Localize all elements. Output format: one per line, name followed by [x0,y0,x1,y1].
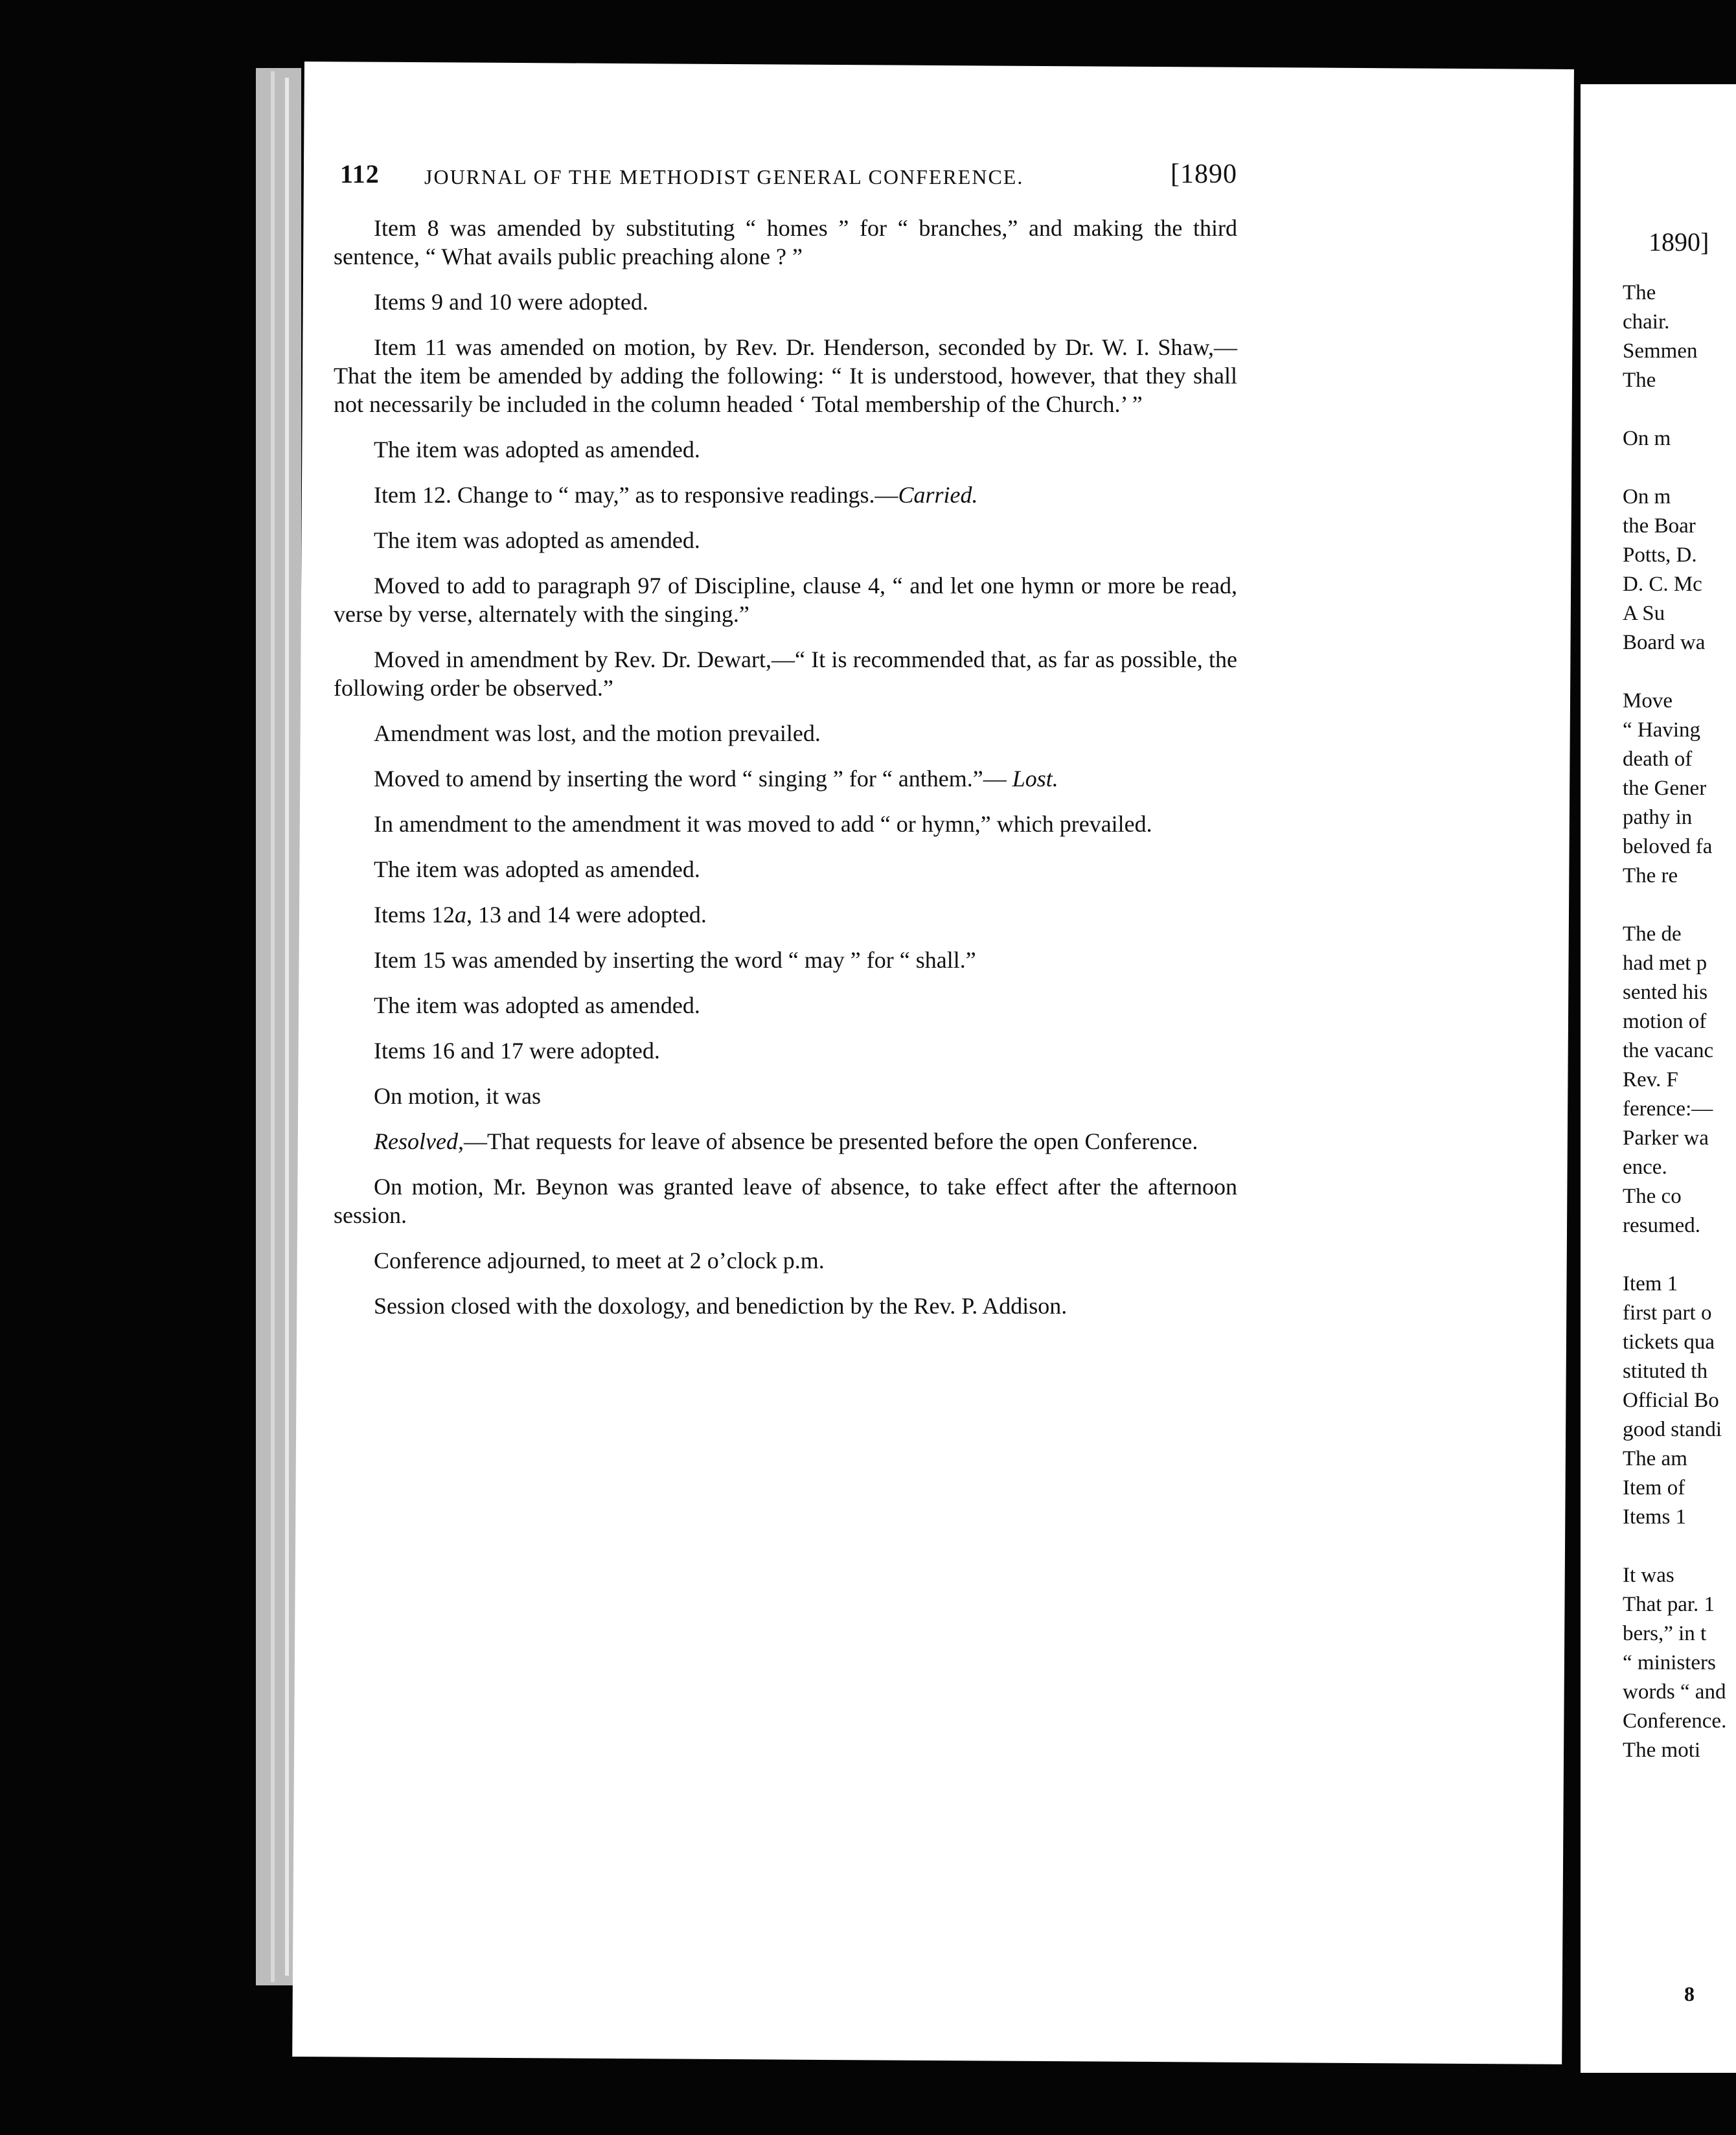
right-page-line: resumed. [1623,1214,1701,1237]
paragraph-text: On motion, it was [374,1083,541,1109]
paragraph-text: The item was adopted as amended. [374,527,700,553]
paragraph-text: In amendment to the amendment it was moved to add “ or hymn,” which prevailed. [374,811,1152,837]
page-stack-line [285,78,289,1976]
right-page-line: sented his [1623,981,1708,1004]
paragraph-text: Items 9 and 10 were adopted. [374,289,648,315]
paragraph-text: Item 15 was amended by inserting the word “ may ” for “ shall.” [374,947,976,973]
paragraph-text: , 13 and 14 were adopted. [466,902,707,928]
right-page-line: That par. 1 [1623,1593,1715,1616]
paragraph [334,1082,1237,1110]
paragraph [334,645,1237,702]
paragraph-text: The item was adopted as amended. [374,856,700,882]
paragraph-text: Item 8 was amended by substituting “ homes ” for “ branches,” and making the third sentence, “ What avails public preaching alone ? ” [334,215,1237,269]
page-header [340,159,1237,198]
right-page-line: The [1623,281,1656,304]
right-page-line: motion of [1623,1010,1707,1033]
paragraph-text: Conference adjourned, to meet at 2 o’clock p.m. [374,1248,825,1273]
right-page-line: the vacanc [1623,1039,1714,1062]
right-page-line: The am [1623,1447,1687,1470]
paragraph-text: Items 12 [374,902,455,928]
paragraph [334,571,1237,628]
right-page-line: bers,” in t [1623,1622,1707,1645]
right-page-line: death of [1623,748,1693,771]
paragraph [334,991,1237,1020]
paragraph [334,855,1237,884]
paragraph-text: Moved to add to paragraph 97 of Discipline, clause 4, “ and let one hymn or more be read, verse by verse, alternately with the singing.” [334,573,1237,627]
paragraph [334,1036,1237,1065]
right-page-line: ence. [1623,1156,1667,1179]
italic-text: Resolved, [374,1128,464,1154]
right-page-line: pathy in [1623,806,1693,829]
right-page-text [1623,220,1736,1765]
right-page-line: first part o [1623,1301,1712,1325]
right-page-line: The moti [1623,1739,1701,1762]
paragraph [334,900,1237,929]
paragraph-text: Items 16 and 17 were adopted. [374,1038,660,1064]
right-page-line: A Su [1623,602,1665,625]
right-page-line: On m [1623,485,1671,508]
right-page-line [1623,1532,1736,1561]
right-page-line: beloved fa [1623,835,1713,858]
right-page-line: Official Bo [1623,1389,1719,1412]
paragraph-text: Item 12. Change to “ may,” as to responsive readings.— [374,482,898,508]
right-page-line: tickets qua [1623,1330,1715,1354]
paragraph [334,1127,1237,1156]
right-page-line: the Gener [1623,777,1707,800]
paragraph [334,719,1237,748]
paragraph-text: The item was adopted as amended. [374,437,700,462]
paragraph [334,810,1237,838]
right-page-line: ference:— [1623,1097,1713,1121]
paragraph-text: On motion, Mr. Beynon was granted leave of absence, to take effect after the afternoon session. [334,1174,1237,1228]
right-page-line: Items 1 [1623,1505,1687,1529]
right-page-line [1623,220,1736,249]
right-page-line: Rev. F [1623,1068,1678,1091]
right-page-line: Item of [1623,1476,1685,1500]
right-page-line: good standi [1623,1418,1722,1441]
right-page-line: had met p [1623,952,1707,975]
paragraph-text: Moved to amend by inserting the word “ singing ” for “ anthem.”— [374,766,1012,792]
right-page-line [1623,453,1736,483]
right-page-line: the Boar [1623,514,1696,538]
header-year: [1890 [1171,159,1237,189]
right-page-line: The [1623,369,1656,392]
paragraph-text: Session closed with the doxology, and benediction by the Rev. P. Addison. [374,1293,1068,1319]
page-stack-line [271,71,275,1982]
paragraph-text: Amendment was lost, and the motion prevailed. [374,720,821,746]
right-page-line [1623,249,1736,279]
right-page-line: It was [1623,1564,1674,1587]
right-page-line [1623,395,1736,424]
running-title: JOURNAL OF THE METHODIST GENERAL CONFERENCE. [424,165,1024,188]
right-page-line: Conference. [1623,1709,1727,1733]
paragraph [334,946,1237,974]
right-page-line: Move [1623,689,1673,713]
right-page-line: The co [1623,1185,1682,1208]
paragraph-text: The item was adopted as amended. [374,992,700,1018]
right-page-line: stituted th [1623,1360,1708,1383]
italic-text: a [454,902,466,928]
journal-text [334,214,1237,1337]
right-page-line: words “ and [1623,1680,1726,1704]
right-page-line: Parker wa [1623,1126,1709,1150]
italic-text: Carried. [898,482,978,508]
paragraph [334,481,1237,509]
right-page-line: On m [1623,427,1671,450]
paragraph-text: Moved in amendment by Rev. Dr. Dewart,—“ It is recommended that, as far as possible, the following order be observed.” [334,646,1237,701]
paragraph [334,526,1237,554]
paragraph [334,1172,1237,1229]
right-page-line: “ Having [1623,718,1701,742]
paragraph-text: —That requests for leave of absence be presented before the open Conference. [463,1128,1198,1154]
right-page-line: “ ministers [1623,1651,1716,1674]
page-number: 112 [340,159,380,188]
right-page-line: D. C. Mc [1623,573,1702,596]
right-page-line: Potts, D. [1623,543,1697,567]
signature-mark: 8 [1684,1982,1695,2005]
italic-text: Lost. [1012,766,1058,792]
paragraph-text: Item 11 was amended on motion, by Rev. Dr. Henderson, seconded by Dr. W. I. Shaw,—That the item be amended by adding the following: “ It is understood, however, that they shall not necessarily be included in the column headed ‘ Total membership of the Church.’ ” [334,334,1237,417]
paragraph [334,1246,1237,1275]
right-page-line: The de [1623,922,1682,946]
right-page-line [1623,657,1736,687]
paragraph [334,214,1237,271]
right-page-header-year: 1890] [1649,227,1709,257]
paragraph [334,435,1237,464]
paragraph [334,1292,1237,1320]
right-page-line: Semmen [1623,339,1698,363]
paragraph [334,333,1237,418]
right-page-line [1623,1240,1736,1270]
right-page-line: Item 1 [1623,1272,1678,1296]
right-page-line: Board wa [1623,631,1706,654]
right-page-line: chair. [1623,310,1670,334]
right-page-line [1623,891,1736,920]
paragraph [334,764,1237,793]
paragraph [334,288,1237,316]
right-page-line: The re [1623,864,1678,887]
